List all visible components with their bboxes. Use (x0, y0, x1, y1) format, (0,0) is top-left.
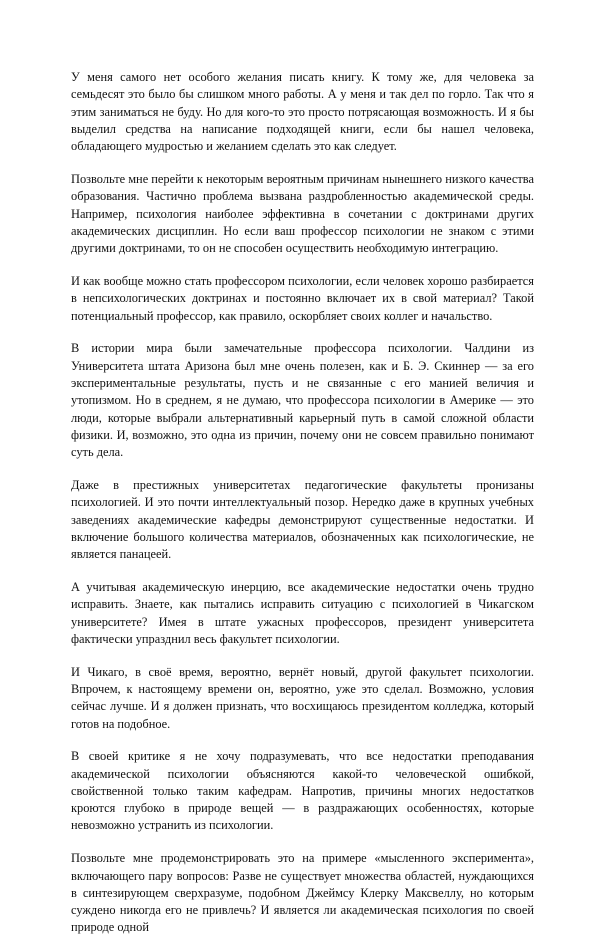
paragraph-3: И как вообще можно стать профессором психологии, если человек хорошо разбирается в непсихологических доктринах и постоянно включает их в свой материал? Такой потенциальный профессор, как правило, оскорбляет своих коллег и начальство. (71, 273, 534, 323)
paragraph-8: В своей критике я не хочу подразумевать, что все недостатки преподавания академической психологии объясняются какой-то человеческой ошибкой, свойственной только таким кафедрам. Напротив, причины многих недостатков кроются глубоко в природе вещей — в раздражающих особенностях, которые невозможно устранить из психологии. (71, 749, 534, 833)
paragraph-2: Позвольте мне перейти к некоторым вероятным причинам нынешнего низкого качества образования. Частично проблема вызвана раздробленностью академической среды. Например, психология наиболее эффективна в сочетании с доктринами других академических дисциплин. Но если ваш профессор психологии не знаком с этими другими доктринами, то он не способен осуществить необходимую интеграцию. (71, 171, 534, 256)
paragraph-7: И Чикаго, в своё время, вероятно, вернёт новый, другой факультет психологии. Впрочем, к настоящему времени он, вероятно, уже это сделал. Возможно, условия сейчас лучше. И я должен признать, что восхищаюсь президентом колледжа, который готов на подобное. (71, 664, 534, 731)
paragraph-4: В истории мира были замечательные профессора психологии. Чалдини из Университета штата Аризона был мне очень полезен, как и Б. Э. Скиннер — за его экспериментальные результаты, пусть и не связанные с его манией величия и утопизмом. Но в среднем, я не думаю, что профессора психологии в Америке — это люди, которые выбрали альтернативный карьерный путь в самой сложной области физики. И, возможно, это одна из причин, почему они не совсем правильно понимают суть дела. (71, 341, 534, 460)
paragraph-9: Позвольте мне продемонстрировать это на примере «мысленного эксперимента», включающего пару вопросов: Разве не существует множества областей, нуждающихся в синтезирующем сверхразуме, подобном Джеймсу Клерку Максвеллу, но которым суждено никогда его не привлечь? И является ли академическая психология по своей природе одной (71, 851, 534, 935)
paragraph-1: У меня самого нет особого желания писать книгу. К тому же, для человека за семьдесят это было бы слишком много работы. А у меня и так дел по горло. Так что я этим заниматься не буду. Но для кого-то это просто потрясающая возможность. И я бы выделил средства на написание подходящей книги, если бы нашел человека, обладающего мудростью и желанием сделать это как следует. (71, 70, 534, 154)
paragraph-5: Даже в престижных университетах педагогические факультеты пронизаны психологией. И это почти интеллектуальный позор. Нередко даже в крупных учебных заведениях академические кафедры демонстрируют существенные недостатки. И включение большого количества материалов, обозначенных как психологические, не является панацеей. (71, 477, 534, 562)
paragraph-6: А учитывая академическую инерцию, все академические недостатки очень трудно исправить. Знаете, как пытались исправить ситуацию с психологией в Чикагском университете? Имея в штате ужасных профессоров, президент университета фактически упразднил весь факультет психологии. (71, 579, 534, 646)
